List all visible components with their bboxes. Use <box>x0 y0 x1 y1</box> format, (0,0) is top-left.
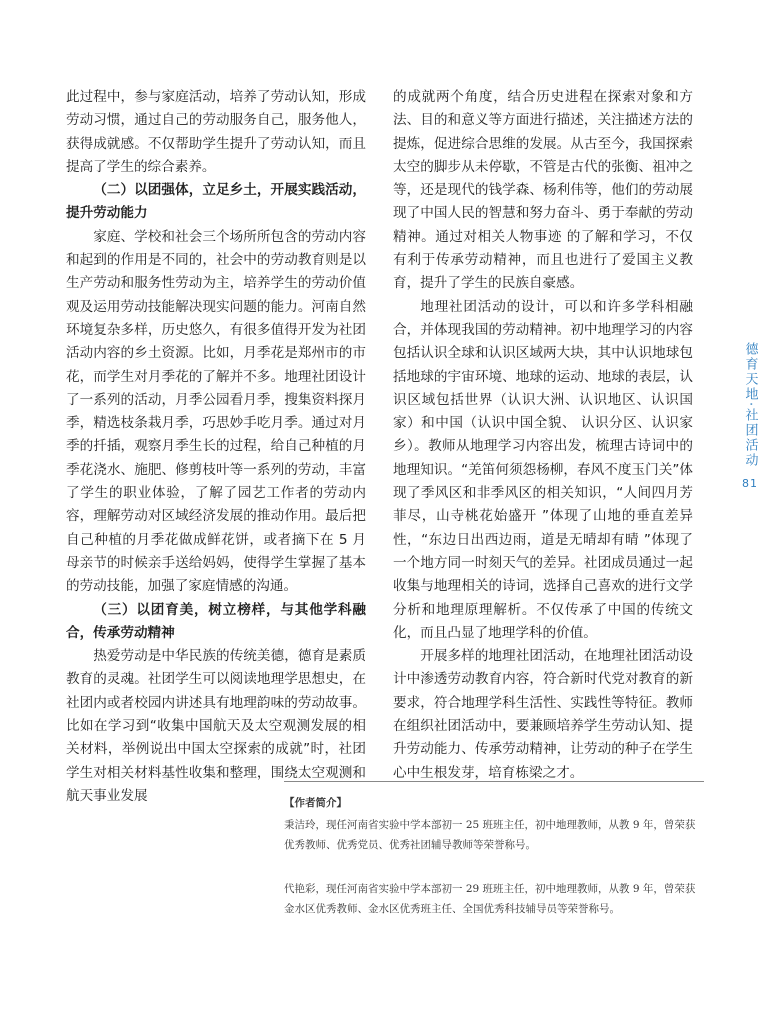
author-bio-entry: 秉洁玲，现任河南省实验中学本部初一 25 班班主任，初中地理教师，从教 9 年，曾荣获优秀教师、优秀党员、优秀社团辅导教师等荣誉称号。 <box>284 819 696 851</box>
author-bio-entry: 代艳彩，现任河南省实验中学本部初一 29 班班主任，初中地理教师，从教 9 年，曾荣获金水区优秀教师、金水区优秀班主任、全国优秀科技辅导员等荣誉称号。 <box>284 883 696 915</box>
body-paragraph: 此过程中，参与家庭活动，培养了劳动认知，形成劳动习惯，通过自己的劳动服务自己，服务他人，获得成就感。不仅帮助学生提升了劳动认知，而且提高了学生的综合素养。 <box>66 89 366 175</box>
page-number: 81 <box>742 477 758 491</box>
body-paragraph: 地理社团活动的设计，可以和许多学科相融合，并体现我国的劳动精神。初中地理学习的内容包括认识全球和认识区域两大块，其中认识地球包括地球的宇宙环境、地球的运动、地球的表层，认识区域包括世界（认识大洲、认识地区、认识国家）和中国（认识中国全貌、 认识分区、认识家乡）。教师从地理学习内容出发，梳理古诗词中的地理知识。“羌笛何须怨杨柳，春风不度玉门关”体现了季风区和非季风区的相关知识，“人间四月芳菲尽，山寺桃花始盛开 ”体现了山地的垂直差异性，“东边日出西边雨，道是无晴却有晴 ”体现了一个地方同一时刻天气的差异。社团成员通过一起收集与地理相关的诗词，选择自己喜欢的进行文学分析和地理原理解析。不仅传承了中国的传统文化，而且凸显了地理学科的价值。 <box>393 298 693 641</box>
section-title: 德育天地·社团活动 <box>742 342 758 469</box>
author-bio-heading: 【作者简介】 <box>284 797 347 809</box>
section-heading: （二）以团强体，立足乡土，开展实践活动，提升劳动能力 <box>66 182 366 222</box>
section-heading: （三）以团育美，树立榜样，与其他学科融合，传承劳动精神 <box>66 601 366 641</box>
body-paragraph: 开展多样的地理社团活动，在地理社团活动设计中渗透劳动教育内容，符合新时代党对教育的新要求，符合地理学科生活性、实践性等特征。教师在组织社团活动中，要兼顾培养学生劳动认知、提升劳动能力、传承劳动精神，让劳动的种子在学生心中生根发芽，培育栋梁之才。 <box>393 648 693 781</box>
bio-divider <box>284 781 704 782</box>
body-paragraph: 热爱劳动是中华民族的传统美德，德育是素质教育的灵魂。社团学生可以阅读地理学思想史，在社团内或者校园内讲述具有地理韵味的劳动故事。比如在学习到“收集中国航天及太空观测发展的相关材料，举例说出中国太空探索的成就”时，社团学生对相关材料基性收集和整理，围绕太空观测和航天事业发展 <box>66 648 366 804</box>
author-bio <box>284 793 704 919</box>
body-paragraph: 的成就两个角度，结合历史进程在探索对象和方法、目的和意义等方面进行描述，关注描述方法的提炼，促进综合思维的发展。从古至今，我国探索太空的脚步从未停歇，不管是古代的张衡、祖冲之等，还是现代的钱学森、杨利伟等，他们的劳动展现了中国人民的智慧和努力奋斗、勇于奉献的劳动精神。通过对相关人物事迹 的了解和学习，不仅有利于传承劳动精神，而且也进行了爱国主义教育，提升了学生的民族自豪感。 <box>393 89 693 292</box>
left-column <box>66 86 366 808</box>
section-sidebar <box>739 342 761 493</box>
right-column <box>393 86 693 785</box>
body-paragraph: 家庭、学校和社会三个场所所包含的劳动内容和起到的作用是不同的，社会中的劳动教育则是以生产劳动和服务性劳动为主，培养学生的劳动价值观及运用劳动技能解决现实问题的能力。河南自然环境复杂多样，历史悠久，有很多值得开发为社团活动内容的乡土资源。比如，月季花是郑州市的市花，而学生对月季花的了解并不多。地理社团设计了一系列的活动，月季公园看月季，搜集资料探月季，精选枝条栽月季，巧思妙手吃月季。通过对月季的扦插，观察月季生长的过程，给自己种植的月季花浇水、施肥、修剪枝叶等一系列的劳动，丰富了学生的职业体验，了解了园艺工作者的劳动内容，理解劳动对区域经济发展的推动作用。最后把自己种植的月季花做成鲜花饼，或者摘下在 5 月母亲节的时候亲手送给妈妈，使得学生掌握了基本的劳动技能，加强了家庭情感的沟通。 <box>66 228 366 595</box>
